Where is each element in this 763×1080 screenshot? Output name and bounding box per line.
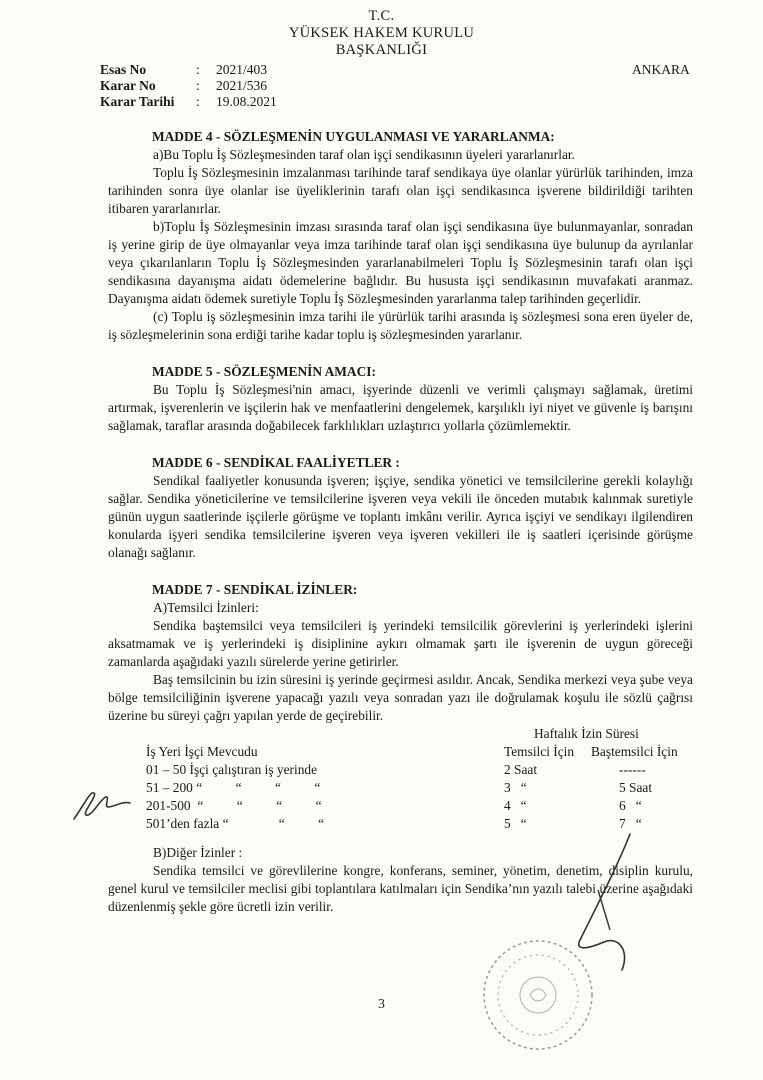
article-7-title: MADDE 7 - SENDİKAL İZİNLER: — [152, 582, 358, 597]
case-info-value: 2021/403 — [216, 62, 268, 77]
table-cell: 4 “ — [504, 798, 527, 813]
table-cell: 5 “ — [504, 816, 527, 831]
article-7-para-1: Sendika baştemsilci veya temsilcileri iş yerindeki temsilcilik görevlerini iş yerlerindeki işlerini aksatmamak ve iş yerlerindeki iş disiplinine aykırı olmamak şartı ile işverenin de uygun göreceği zamanlarda aşağıdaki yazılı sürelerde yerine getirirler. — [108, 618, 693, 669]
article-5-para: Bu Toplu İş Sözleşmesi'nin amacı, işyerinde düzenli ve verimli çalışmayı sağlamak, üretimi artırmak, işverenlerin ve işçilerin hak ve menfaatlerini dengelemek, karşılıklı iyi niyet ve güvenle iş barışını sağlamak, taraflar arasında doğabilecek farklılıkları uzlaştırıcı yollarla çözümlemektir. — [108, 382, 693, 433]
article-4-title: MADDE 4 - SÖZLEŞMENİN UYGULANMASI VE YARARLANMA: — [152, 129, 555, 144]
table-row — [146, 779, 678, 797]
leave-table-group-header: Haftalık İzin Süresi — [534, 726, 639, 741]
document-body — [108, 128, 693, 916]
table-cell: 5 Saat — [619, 780, 653, 795]
article-4-para-a: a)Bu Toplu İş Sözleşmesinden taraf olan işçi sendikasının üyeleri yararlanırlar. — [153, 147, 575, 162]
article-7-sub-a: A)Temsilci İzinleri: — [153, 600, 259, 615]
article-4-para-c: (c) Toplu iş sözleşmesinin imza tarihi ile yürürlük tarihi arasında iş sözleşmesi sona eren üyeler de, iş sözleşmelerinin sona erdiği tarihe kadar toplu iş sözleşmesinden yararlanır. — [108, 309, 693, 342]
case-info-key: Esas No — [100, 62, 147, 77]
article-7-para-3: Sendika temsilci ve görevlilerine kongre, konferans, seminer, yönetim, denetim, disiplin kurulu, genel kurul ve temsilciler meclisi gibi toplantılara katılmaları için Sendika’nın yazılı talebi üzerine aşağıdaki düzenlenmiş şekle göre ücretli izin verilir. — [108, 863, 693, 914]
table-cell: 201-500 “ “ “ “ — [146, 798, 322, 813]
table-cell: 6 “ — [619, 798, 642, 813]
header-line-1: T.C. — [368, 8, 395, 24]
header-line-3: BAŞKANLIĞI — [335, 42, 428, 58]
page-number: 3 — [378, 996, 385, 1011]
article-6-title: MADDE 6 - SENDİKAL FAALİYETLER : — [152, 455, 400, 470]
case-info-key: Karar No — [100, 78, 156, 93]
leave-table-col-header: Baştemsilci İçin — [591, 744, 678, 759]
case-info-row: Esas No : 2021/403 — [100, 62, 268, 77]
table-cell: 501’den fazla “ “ “ — [146, 816, 325, 831]
table-cell: 3 “ — [504, 780, 527, 795]
case-info — [100, 62, 277, 110]
leave-table — [146, 725, 678, 833]
table-cell: 01 – 50 İşçi çalıştıran iş yerinde — [146, 762, 318, 777]
case-info-key: Karar Tarihi — [100, 94, 175, 109]
article-7-para-2: Baş temsilcinin bu izin süresini iş yerinde geçirmesi asıldır. Ancak, Sendika merkezi veya şube veya bölge temsilciliğinin işverene yapacağı yazılı veya sonradan yazı ile doğrulamak koşulu ile sözlü çağrısı üzerine bu süreyi çağrı yapılan yerde de geçirebilir. — [108, 672, 693, 723]
case-info-row: Karar No : 2021/536 — [100, 78, 268, 93]
article-4-para-b: b)Toplu İş Sözleşmesinin imzası sırasında taraf olan işçi sendikasına üye bulunmayanlar, sonradan iş yerine girip de üye olmayanlar veya imza tarihinde taraf olan işçi sendikasına üye bulunup da ayrılanlar veya çıkarılanların Toplu İş Sözleşmesinden yararlanabilmeleri Toplu İş Sözleşmesinin tarafı olan işçi sendikasına dayanışma aidatı ödemelerine bağlıdır. Bu hususta işçi sendikasının muvafakati aranmaz. Dayanışma aidatı ödemek suretiyle Toplu İş Sözleşmesinden yararlanma talep tarihinden geçerlidir. — [108, 219, 693, 306]
case-info-value: 19.08.2021 — [216, 94, 277, 109]
table-cell: 2 Saat — [504, 762, 538, 777]
case-info-value: 2021/536 — [216, 78, 268, 93]
case-info-row: Karar Tarihi : 19.08.2021 — [100, 94, 277, 109]
table-cell: ------ — [619, 762, 646, 777]
table-row — [146, 797, 678, 815]
table-cell: 51 – 200 “ “ “ “ — [146, 780, 321, 795]
article-6-para: Sendikal faaliyetler konusunda işveren; işçiye, sendika yönetici ve temsilcilerine gerekli kolaylığı sağlar. Sendika yöneticilerine ve temsilcilerine işveren veya vekili ile önceden mutabık kalınmak suretiyle günün uygun saatlerinde işçilerle görüşme ve toplantı imkânı verilir. Ayrıca işçiyi ve sendikayı ilgilendiren konularda işyeri sendika temsilcilerine işveren veya işveren vekilleri ile iş saatleri içerisinde görüşme olanağı sağlanır. — [108, 473, 693, 560]
official-seal — [478, 935, 598, 1055]
city-label: ANKARA — [632, 62, 690, 77]
leave-table-col-header: İş Yeri İşçi Mevcudu — [146, 744, 258, 759]
article-7-sub-b: B)Diğer İzinler : — [153, 845, 243, 860]
table-row — [146, 761, 678, 779]
handwritten-initials — [70, 785, 140, 825]
table-cell: 7 “ — [619, 816, 642, 831]
header-line-2: YÜKSEK HAKEM KURULU — [288, 25, 475, 41]
article-5-title: MADDE 5 - SÖZLEŞMENİN AMACI: — [152, 364, 376, 379]
article-4-para-a2: Toplu İş Sözleşmesinin imzalanması tarihinde taraf sendikaya üye olanlar yürürlük tarihinden, imza tarihinden sonra üye olanlar ise üyeliklerinin tarafı olan işçi sendikasınca işverene bildirildiği tarihten itibaren yararlanırlar. — [108, 165, 693, 216]
document-header — [0, 8, 763, 59]
leave-table-col-header: Temsilci İçin — [504, 744, 575, 759]
